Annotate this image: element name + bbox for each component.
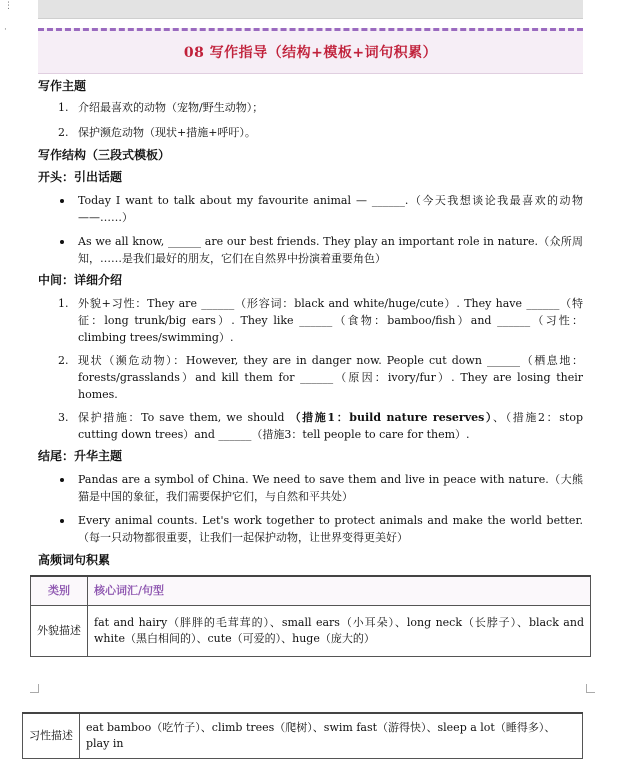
list-item	[38, 352, 583, 403]
drag-handle-icon[interactable]: ⋮	[4, 1, 13, 11]
list-number: 2.	[58, 126, 69, 139]
middle-heading: 中间：详细介绍	[38, 273, 123, 287]
title-banner	[38, 28, 583, 74]
list-item	[38, 512, 583, 546]
list-text: 现状（濒危动物）：However, they are in danger now. People cut down ______（栖息地：forests/grasslands）and kill them for ______（原因：ivory/fur）. They are losing their homes.	[78, 354, 583, 401]
list-text: Pandas are a symbol of China. We need to save them and live in peace with nature.（大熊猫是中国的象征，我们需要保护它们，与自然和平共处）	[78, 473, 583, 503]
list-text-bold: （措施1：build nature reserves）	[289, 411, 494, 424]
list-text: As we all know, ______ are our best friends. They play an important role in nature.（众所周知，……是我们最好的朋友，它们在自然界中扮演着重要角色）	[78, 235, 583, 265]
header-content: 核心词汇/句型	[88, 576, 591, 606]
bullet-icon	[60, 240, 64, 244]
list-number: 3.	[58, 411, 69, 424]
topic-list	[38, 99, 583, 141]
row-category: 习性描述	[23, 713, 80, 759]
middle-list	[38, 295, 583, 443]
bullet-icon	[60, 478, 64, 482]
page-top-band	[38, 0, 583, 19]
vocab-heading: 高频词句积累	[38, 553, 111, 567]
row-content: fat and hairy（胖胖的毛茸茸的）、small ears（小耳朵）、long neck（长脖子）、black and white（黑白相间的）、cute（可爱的）、huge（庞大的）	[88, 606, 591, 657]
list-item	[38, 471, 583, 505]
ending-list	[38, 471, 583, 546]
page-corner-mark	[30, 684, 39, 693]
bullet-icon	[60, 199, 64, 203]
vocab-table-continued	[22, 712, 583, 759]
list-item	[38, 233, 583, 267]
list-text: 外貌+习性：They are ______（形容词：black and white/huge/cute）. They have ______（特征：long trunk/big ears）. They like ______（食物：bamboo/fish）and ______（习性：climbing trees/swimming）.	[78, 297, 583, 344]
list-number: 1.	[58, 297, 69, 310]
opening-heading: 开头：引出话题	[38, 170, 123, 184]
bullet-icon	[60, 519, 64, 523]
table-row	[23, 713, 583, 759]
list-text-after: 、（措施2：stop cutting down trees）and ______（措施3：tell people to care for them）.	[78, 411, 583, 441]
list-item	[38, 124, 583, 141]
table-row	[31, 606, 591, 657]
document-body	[38, 78, 583, 657]
table-header-row	[31, 576, 591, 606]
row-category: 外貌描述	[31, 606, 88, 657]
ending-heading: 结尾：升华主题	[38, 449, 123, 463]
list-text: 介绍最喜欢的动物（宠物/野生动物）；	[78, 101, 264, 114]
list-text: 保护濒危动物（现状+措施+呼吁）。	[78, 126, 256, 139]
line-marker-icon: ·	[4, 25, 7, 35]
list-text: Today I want to talk about my favourite animal — ______.（今天我想谈论我最喜欢的动物——……）	[78, 194, 583, 224]
list-text: Every animal counts. Let's work together to protect animals and make the world better.（每一只动物都很重要，让我们一起保护动物，让世界变得更美好）	[78, 514, 583, 544]
list-item	[38, 99, 583, 116]
vocab-table	[30, 575, 591, 657]
list-number: 2.	[58, 354, 69, 367]
header-category: 类别	[31, 576, 88, 606]
list-item	[38, 192, 583, 226]
page-title: 08 写作指导（结构+模板+词句积累）	[183, 45, 438, 61]
page-break	[0, 664, 625, 710]
opening-list	[38, 192, 583, 267]
row-content: eat bamboo（吃竹子）、climb trees（爬树）、swim fast（游得快）、sleep a lot（睡得多）、play in	[80, 713, 583, 759]
list-text-before: 保护措施：To save them, we should	[78, 411, 290, 424]
topic-heading: 写作主题	[38, 79, 87, 93]
list-item	[38, 295, 583, 346]
structure-heading: 写作结构（三段式模板）	[38, 148, 171, 162]
list-number: 1.	[58, 101, 69, 114]
page-corner-mark	[586, 684, 595, 693]
list-item	[38, 409, 583, 443]
